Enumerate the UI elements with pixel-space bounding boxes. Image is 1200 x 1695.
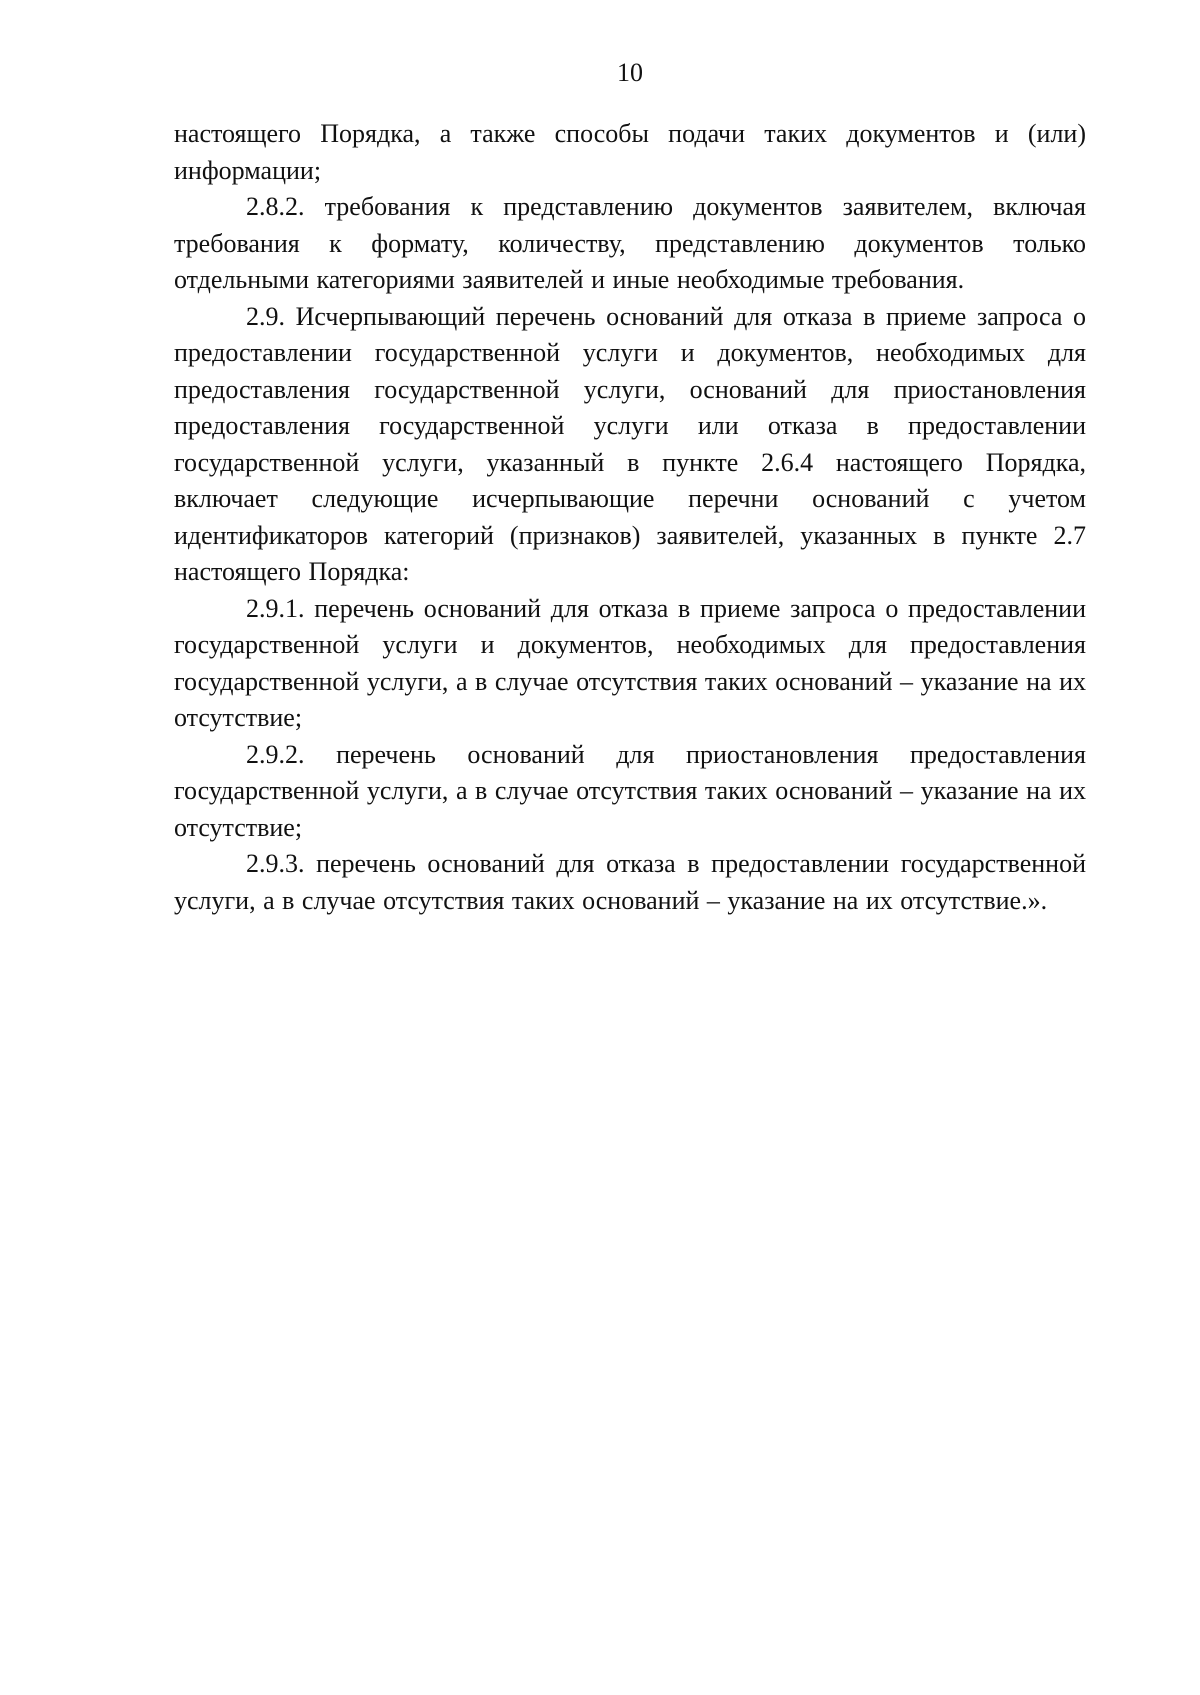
paragraph-2-9-1: 2.9.1. перечень оснований для отказа в приеме запроса о предоставлении государственной услуги и документов, необходимых для предоставления государственной услуги, а в случае отсутствия таких оснований – указание на их отсутствие; — [174, 593, 1086, 732]
paragraph-2-9-2: 2.9.2. перечень оснований для приостановления предоставления государственной услуги, а в случае отсутствия таких оснований – указание на их отсутствие; — [174, 739, 1086, 842]
paragraph-2-9-3: 2.9.3. перечень оснований для отказа в предоставлении государственной услуги, а в случае отсутствия таких оснований – указание на их отсутствие.». — [174, 849, 1086, 915]
document-body — [174, 116, 1086, 919]
page-number: 10 — [617, 58, 643, 87]
paragraph-continuation: настоящего Порядка, а также способы подачи таких документов и (или) информации; — [174, 119, 1086, 185]
paragraph-2-9: 2.9. Исчерпывающий перечень оснований для отказа в приеме запроса о предоставлении государственной услуги и документов, необходимых для предоставления государственной услуги, оснований для приостановления предоставления государственной услуги или отказа в предоставлении государственной услуги, указанный в пункте 2.6.4 настоящего Порядка, включает следующие исчерпывающие перечни оснований с учетом идентификаторов категорий (признаков) заявителей, указанных в пункте 2.7 настоящего Порядка: — [174, 301, 1086, 586]
paragraph-2-8-2: 2.8.2. требования к представлению документов заявителем, включая требования к формату, количеству, представлению документов только отдельными категориями заявителей и иные необходимые требования. — [174, 192, 1086, 294]
